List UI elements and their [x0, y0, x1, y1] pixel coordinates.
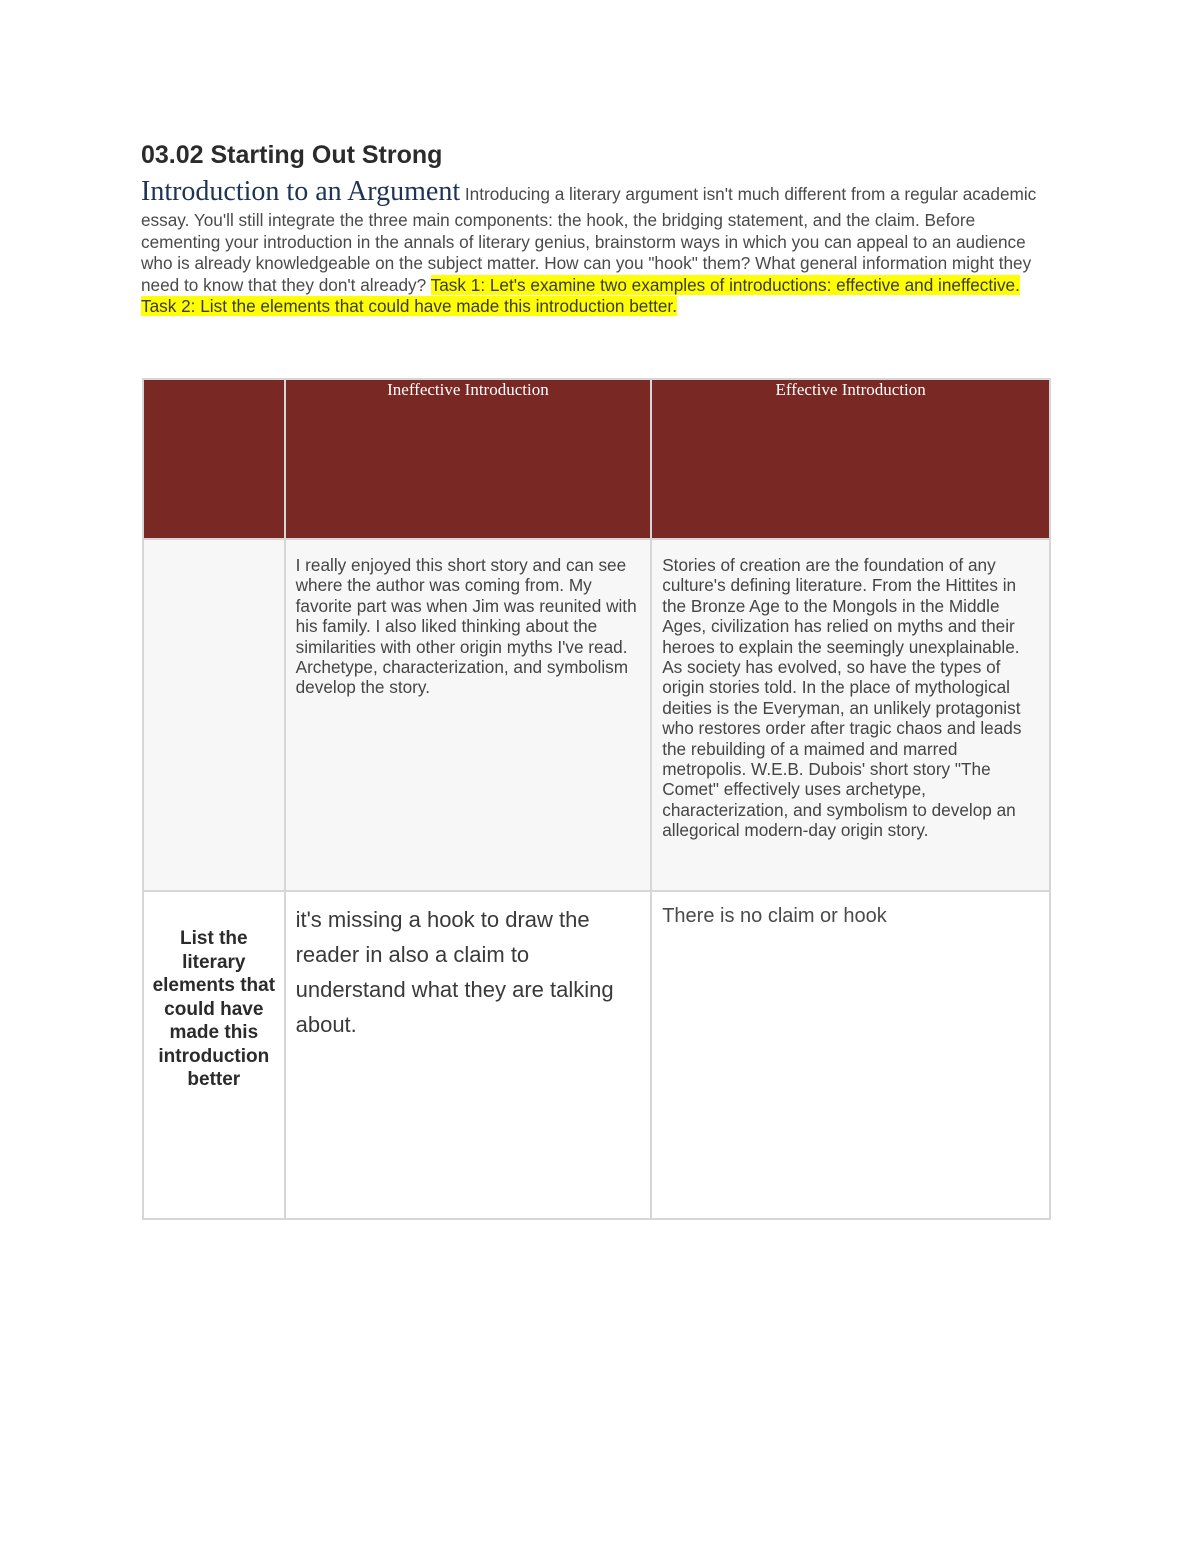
example-label-cell	[143, 539, 285, 891]
table-row-examples	[143, 539, 1050, 891]
ineffective-answer-text[interactable]: it's missing a hook to draw the reader in also a claim to understand what they are talking about.	[295, 907, 614, 1037]
introduction-comparison-table	[142, 378, 1051, 1220]
header-cell-empty	[143, 379, 285, 539]
answer-row-label: List the literary elements that could have made this introduction better	[152, 928, 276, 1090]
intro-paragraph	[141, 174, 1053, 318]
page-title: 03.02 Starting Out Strong	[141, 141, 443, 169]
table-header-row	[143, 379, 1050, 539]
section-heading: Introduction to an Argument	[141, 176, 461, 207]
effective-answer-cell[interactable]	[651, 891, 1050, 1219]
task-highlight-text: Task 1: Let's examine two examples of introductions: effective and ineffective. Task 2: List the elements that could have made this introduction better.	[141, 274, 1020, 316]
ineffective-example-text: I really enjoyed this short story and can see where the author was coming from. My favorite part was when Jim was reunited with his family. I also liked thinking about the similarities with other origin myths I've read. Archetype, characterization, and symbolism develop the story.	[295, 555, 637, 698]
header-ineffective-introduction: Ineffective Introduction	[285, 379, 652, 539]
ineffective-example-cell	[285, 539, 652, 891]
effective-answer-text[interactable]: There is no claim or hook	[662, 905, 887, 927]
effective-example-cell	[651, 539, 1050, 891]
intro-body-text: Introducing a literary argument isn't much different from a regular academic essay. You'll still integrate the three main components: the hook, the bridging statement, and the claim. Before cementing your introduction in the annals of literary genius, brainstorm ways in which you can appeal to an audience who is already knowledgeable on the subject matter. How can you "hook" them? What general information might they need to know that they don't already?	[141, 184, 1037, 295]
example-label	[144, 540, 284, 555]
effective-example-text: Stories of creation are the foundation of any culture's defining literature. From the Hittites in the Bronze Age to the Mongols in the Middle Ages, civilization has relied on myths and their heroes to explain the seemingly unexplainable. As society has evolved, so have the types of origin stories told. In the place of mythological deities is the Everyman, an unlikely protagonist who restores order after tragic chaos and leads the rebuilding of a maimed and marred metropolis. W.E.B. Dubois' short story "The Comet" effectively uses archetype, characterization, and symbolism to develop an allegorical modern-day origin story.	[662, 555, 1022, 841]
header-effective-introduction: Effective Introduction	[651, 379, 1050, 539]
table-row-answers	[143, 891, 1050, 1219]
answer-label-cell	[143, 891, 285, 1219]
ineffective-answer-cell[interactable]	[285, 891, 652, 1219]
